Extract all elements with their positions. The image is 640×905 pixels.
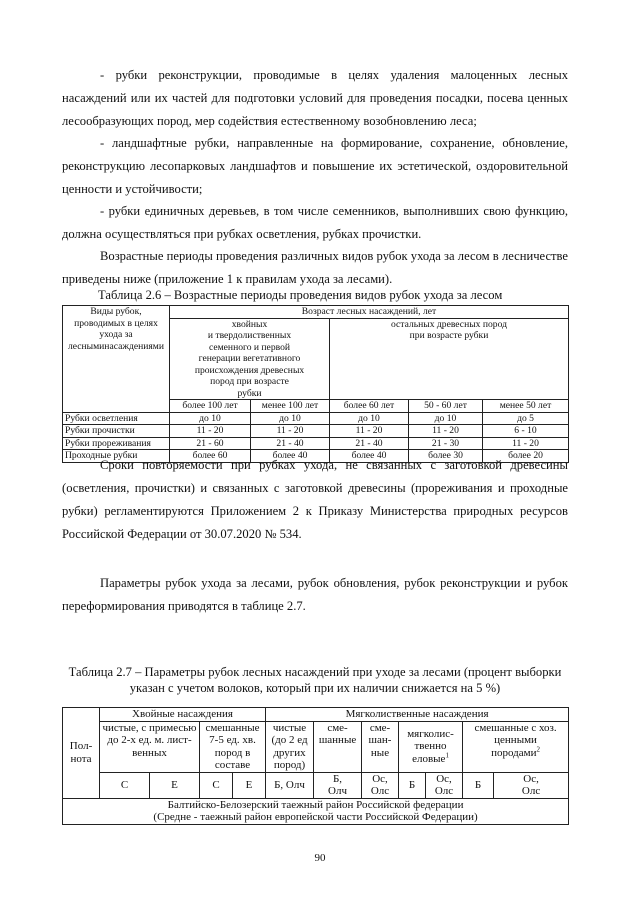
footnote-1: 1 bbox=[445, 751, 449, 760]
table-row bbox=[63, 412, 569, 425]
col-header-cut-types: Виды рубок, проводимых в целях ухода за лесныминасаждениями bbox=[63, 306, 170, 413]
sub-header: Ос, Олс bbox=[426, 772, 463, 798]
softwood-pure: чистые (до 2 ед других пород) bbox=[266, 721, 314, 772]
cell: 11 - 20 bbox=[409, 425, 483, 438]
paragraph-parameters: Параметры рубок ухода за лесами, рубок обновления, рубок реконструкции и рубок переформирования приводятся в таблице 2.7. bbox=[62, 576, 568, 613]
sub-header: С bbox=[200, 772, 233, 798]
conifer-mixed: смешанные 7-5 ед. хв. пород в составе bbox=[200, 721, 266, 772]
table-2-7-caption: Таблица 2.7 – Параметры рубок лесных насаждений при уходе за лесами (процент выборки указан с учетом волоков, который при их наличии снижается на 5 %) bbox=[68, 665, 562, 695]
cell: 21 - 30 bbox=[409, 437, 483, 450]
paragraph-repetition: Сроки повторяемости при рубках ухода, не связанных с заготовкой древесины (осветления, прочистки) и связанных с заготовкой древесины (прореживания и проходные рубки) регламентируются Приложением 2 к Приказу Министерства природных ресурсов Российской Федерации от 30.07.2020 № 534. bbox=[62, 458, 568, 541]
sub-header: С bbox=[100, 772, 150, 798]
table-row bbox=[63, 425, 569, 438]
header-softwood: Мягколиственные насаждения bbox=[266, 708, 569, 722]
cell: более 30 bbox=[409, 450, 483, 463]
softwood-valuable bbox=[463, 721, 569, 772]
cell: 21 - 40 bbox=[330, 437, 409, 450]
sub-header: Е bbox=[150, 772, 200, 798]
row-label: Рубки прореживания bbox=[63, 437, 170, 450]
cell: до 10 bbox=[330, 412, 409, 425]
conifer-pure: чистые, с примесью до 2-х ед. м. лиственных bbox=[100, 721, 200, 772]
cell: до 10 bbox=[409, 412, 483, 425]
table-2-6 bbox=[62, 305, 569, 463]
row-label: Проходные рубки bbox=[63, 450, 170, 463]
sub-header: Е bbox=[233, 772, 266, 798]
cell: до 10 bbox=[251, 412, 330, 425]
sub-header: Б, Олч bbox=[314, 772, 362, 798]
sub-header: Б, Олч bbox=[266, 772, 314, 798]
table-2-6-caption: Таблица 2.6 – Возрастные периоды проведения видов рубок ухода за лесом bbox=[98, 288, 503, 302]
col-header-polnota: Полнота bbox=[63, 708, 100, 799]
cell: 11 - 20 bbox=[330, 425, 409, 438]
table-row bbox=[63, 437, 569, 450]
cell: 11 - 20 bbox=[483, 437, 569, 450]
paragraph-single-trees: - рубки единичных деревьев, в том числе семенников, выполнивших свою функцию, должна осуществляться при рубках осветления, рубках прочистки. bbox=[62, 204, 568, 241]
softwood-spruce-text: мягколиственно bbox=[407, 727, 454, 753]
cell: 6 - 10 bbox=[483, 425, 569, 438]
col-header-age: Возраст лесных насаждений, лет bbox=[170, 306, 569, 319]
softwood-spruce bbox=[399, 721, 463, 772]
softwood-mixed: смешанные bbox=[314, 721, 362, 772]
paragraph-reconstruction: - рубки реконструкции, проводимые в целях удаления малоценных лесных насаждений или их частей для подготовки условий для проведения посадки, посева ценных лесообразующих пород, мер содействия естественному возобновлению леса; bbox=[62, 68, 568, 128]
cell: более 40 bbox=[330, 450, 409, 463]
sub-header: более 100 лет bbox=[170, 400, 251, 413]
softwood-mixed-2: смешанные bbox=[362, 721, 399, 772]
softwood-spruce-tail: еловые bbox=[412, 752, 446, 765]
sub-header: Ос, Олс bbox=[494, 772, 569, 798]
sub-header: Ос, Олс bbox=[362, 772, 399, 798]
cell: более 20 bbox=[483, 450, 569, 463]
group-conifer-hardwood: хвойных и твердолиственных семенного и первой генерации вегетативного происхождения древесных пород при возрасте рубки bbox=[170, 318, 330, 400]
page-number: 90 bbox=[314, 852, 326, 864]
softwood-valuable-text: смешанные с хоз. ценными породами bbox=[474, 721, 557, 759]
sub-header: Б bbox=[463, 772, 494, 798]
region-row: Балтийско-Белозерский таежный район Российской федерации (Средне - таежный район европейской части Российской Федерации) bbox=[63, 798, 569, 824]
sub-header: менее 100 лет bbox=[251, 400, 330, 413]
cell: до 10 bbox=[170, 412, 251, 425]
paragraph-age-periods: Возрастные периоды проведения различных видов рубок ухода за лесом в лесничестве приведены ниже (приложение 1 к правилам ухода за лесами). bbox=[62, 249, 568, 286]
row-label: Рубки прочистки bbox=[63, 425, 170, 438]
footnote-2: 2 bbox=[536, 744, 540, 753]
sub-header: более 60 лет bbox=[330, 400, 409, 413]
cell: до 5 bbox=[483, 412, 569, 425]
cell: более 40 bbox=[251, 450, 330, 463]
group-other-species: остальных древесных пород при возрасте рубки bbox=[330, 318, 569, 400]
sub-header: менее 50 лет bbox=[483, 400, 569, 413]
sub-header: Б bbox=[399, 772, 426, 798]
cell: 11 - 20 bbox=[170, 425, 251, 438]
cell: 21 - 60 bbox=[170, 437, 251, 450]
row-label: Рубки осветления bbox=[63, 412, 170, 425]
paragraph-landscape: - ландшафтные рубки, направленные на формирование, сохранение, обновление, реконструкцию лесопарковых ландшафтов и повышение их эстетической, оздоровительной ценности и устойчивости; bbox=[62, 136, 568, 196]
cell: 21 - 40 bbox=[251, 437, 330, 450]
table-2-7 bbox=[62, 707, 569, 825]
cell: 11 - 20 bbox=[251, 425, 330, 438]
sub-header: 50 - 60 лет bbox=[409, 400, 483, 413]
header-conifer: Хвойные насаждения bbox=[100, 708, 266, 722]
cell: более 60 bbox=[170, 450, 251, 463]
